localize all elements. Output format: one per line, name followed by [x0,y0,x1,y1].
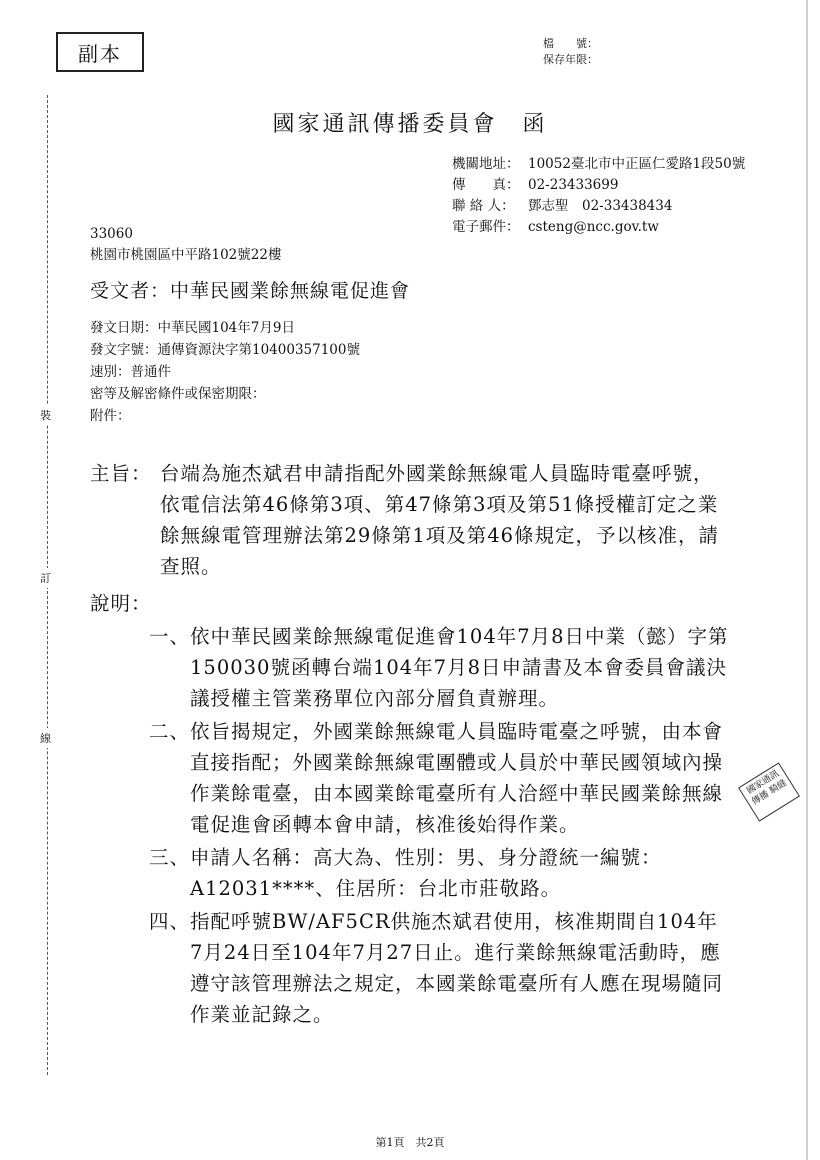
subject-label: 主旨： [90,462,152,485]
classification: 密等及解密條件或保密期限： [90,386,266,402]
item-text: 依旨揭規定，外國業餘無線電人員臨時電臺之呼號，由本會直接指配；外國業餘無線電團體或人員於中華民國領域內操作業餘電臺，由本國業餘電臺所有人洽經中華民國業餘無線電促進會函轉本會申請，核准後始得作業。 [190,720,724,836]
description-item [90,906,730,1030]
contact-person-row [452,196,745,217]
item-number: 一、 [148,625,190,648]
recipient-address: 桃園市桃園區中平路102號22樓 [90,247,282,263]
attachments: 附件： [90,408,131,424]
meta-block [90,317,360,427]
binding-mark-ding: 訂 [40,568,51,588]
document-number: 發文字號：通傳資源決字第10400357100號 [90,342,360,358]
contact-value: csteng@ncc.gov.tw [528,219,659,235]
urgency: 速別：普通件 [90,364,171,380]
description-item [90,621,730,714]
postal-code: 33060 [90,226,133,242]
subject-text: 台端為施杰斌君申請指配外國業餘無線電人員臨時電臺呼號，依電信法第46條第3項、第47條第3項及第51條授權訂定之業餘無線電管理辦法第29條第1項及第46條規定，予以核准，請查照。 [160,462,720,578]
letter-body [90,458,730,1030]
description-label: 說明： [90,592,152,615]
document-title: 國家通訊傳播委員會 函 [272,112,548,137]
item-text: 指配呼號BW/AF5CR供施杰斌君使用，核准期間自104年7月24日至104年7月27日止。進行業餘無線電活動時，應遵守該管理辦法之規定，本國業餘電臺所有人應在現場隨同作業並記錄之。 [190,910,724,1026]
contact-label: 機關地址： [452,156,520,172]
recipient-address-block [90,224,281,266]
recipient: 受文者：中華民國業餘無線電促進會 [90,280,411,302]
contact-email-row [452,217,745,238]
subject-section [90,458,730,582]
item-text: 依中華民國業餘無線電促進會104年7月8日中業（懿）字第150030號函轉台端104年7月8日申請書及本會委員會議決議授權主管業務單位內部分層負責辦理。 [190,625,729,710]
seam-stamp: 國家通訊傳播 騎縫 [738,762,800,821]
description-item [90,716,730,840]
contact-label: 聯 絡 人： [452,198,515,214]
item-text: 申請人名稱：高大為、性別：男、身分證統一編號：A12031****、住居所：台北市莊敬路。 [190,846,662,900]
contact-address-row [452,154,745,175]
contact-value: 02-23433699 [528,177,619,193]
binding-mark-zhuang: 裝 [40,405,51,425]
item-number: 二、 [148,720,190,743]
contact-block [452,154,745,238]
page-edge [806,0,808,1160]
description-item [90,842,730,904]
issue-date: 發文日期：中華民國104年7月9日 [90,320,295,336]
contact-value: 鄧志聖 02-33438434 [528,198,673,214]
page-footer: 第1頁 共2頁 [375,1136,445,1149]
contact-label: 電子郵件： [452,219,520,235]
file-number-label: 檔 號： [543,37,598,50]
contact-fax-row [452,175,745,196]
copy-mark: 副本 [56,32,144,72]
contact-label: 傳 真： [452,177,520,193]
binding-mark-xian: 線 [40,728,51,748]
item-number: 三、 [148,846,190,869]
retention-label: 保存年限： [543,53,598,66]
item-number: 四、 [148,910,190,933]
contact-value: 10052臺北市中正區仁愛路1段50號 [528,156,746,172]
